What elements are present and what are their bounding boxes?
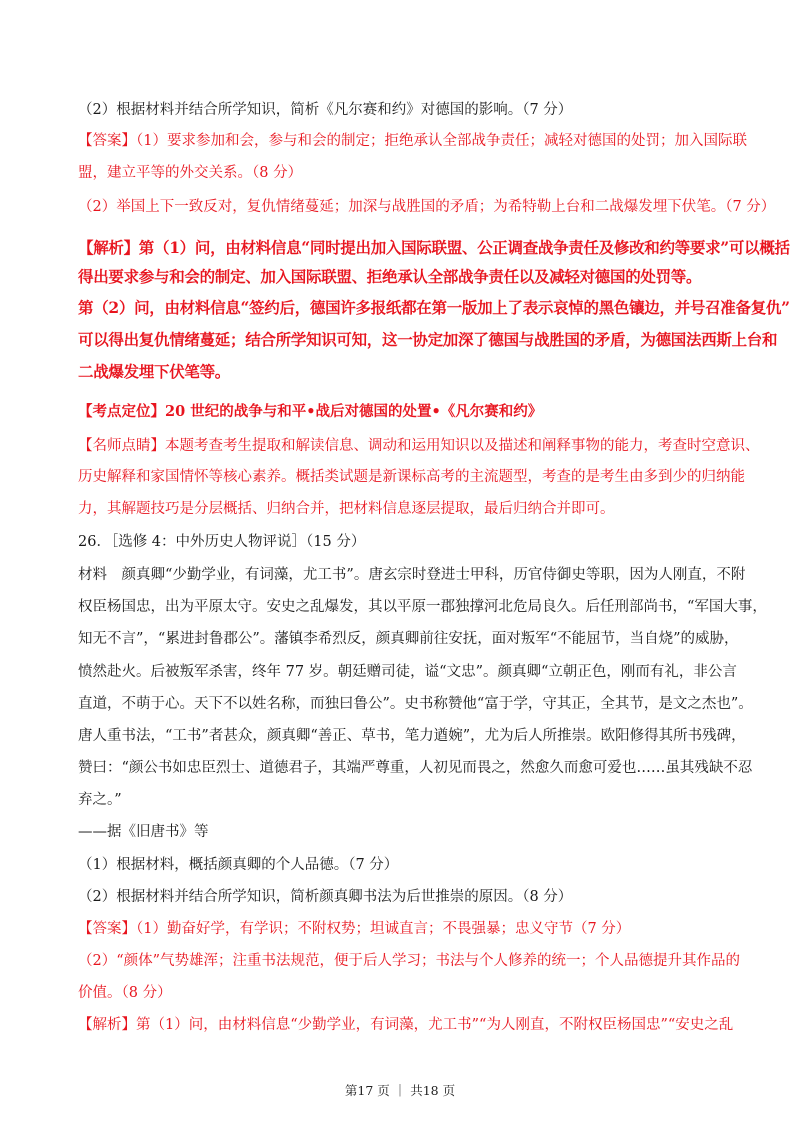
material-line: 愤然赴火。后被叛军杀害，终年 77 岁。朝廷赠司徒，谥“文忠”。颜真卿“立朝正色，刚而有礼，非公言 — [78, 664, 737, 680]
page-footer: 第17 页 ｜ 共18 页 — [344, 1083, 456, 1098]
analysis-line: 二战爆发埋下伏笔等。 — [78, 362, 231, 381]
question-2-prompt: （2）根据材料并结合所学知识，简析《凡尔赛和约》对德国的影响。（7 分） — [78, 102, 573, 118]
teacher-note-line: 力，其解题技巧是分层概括、归纳合并，把材料信息逐层提取，最后归纳合并即可。 — [78, 501, 615, 517]
teacher-note-line: 历史解释和家国情怀等核心素养。概括类试题是新课标高考的主流题型，考查的是考生由多到少的归纳能 — [78, 469, 745, 485]
analysis-line: 【解析】第（1）问，由材料信息“同时提出加入国际联盟、公正调查战争责任及修改和约等要求”可以概括 — [78, 238, 790, 257]
analysis-line: 【解析】第（1）问，由材料信息“少勤学业，有词藻，尤工书”“为人刚直，不附权臣杨国忠”“安史之乱 — [78, 1017, 734, 1033]
answer-line: （2）“颜体”气势雄浑；注重书法规范，便于后人学习；书法与个人修养的统一；个人品德提升其作品的 — [78, 953, 741, 969]
material-line: 赞曰：“颜公书如忠臣烈士、道德君子，其端严尊重，人初见而畏之，然愈久而愈可爱也……虽其残缺不忍 — [78, 760, 753, 776]
material-line: 弃之。” — [78, 792, 122, 808]
key-point-line: 【考点定位】20 世纪的战争与和平•战后对德国的处置•《凡尔赛和约》 — [78, 403, 543, 420]
answer-line: 【答案】（1）勤奋好学，有学识；不附权势；坦诚直言；不畏强暴；忠义守节（7 分） — [78, 921, 631, 937]
material-line: 知无不言”，“累进封鲁郡公”。藩镇李希烈反，颜真卿前往安抚，面对叛军“不能屈节，当自烧”的威胁， — [78, 631, 739, 647]
answer-line: 【答案】（1）要求参加和会，参与和会的制定；拒绝承认全部战争责任；减轻对德国的处罚；加入国际联 — [78, 133, 747, 149]
question-26-1: （1）根据材料，概括颜真卿的个人品德。（7 分） — [78, 857, 399, 873]
answer-line: 盟，建立平等的外交关系。（8 分） — [78, 165, 303, 181]
analysis-line: 得出要求参与和会的制定、加入国际联盟、拒绝承认全部战争责任以及减轻对德国的处罚等。 — [78, 267, 702, 286]
material-source: ——据《旧唐书》等 — [78, 824, 209, 840]
teacher-note-line: 【名师点睛】本题考查考生提取和解读信息、调动和运用知识以及描述和阐释事物的能力，考查时空意识、 — [78, 438, 760, 454]
material-line: 权臣杨国忠，出为平原太守。安史之乱爆发，其以平原一郡独撑河北危局良久。后任刑部尚书，“军国大事， — [78, 599, 767, 615]
question-26-2: （2）根据材料并结合所学知识，简析颜真卿书法为后世推崇的原因。（8 分） — [78, 889, 573, 905]
analysis-line: 第（2）问，由材料信息“签约后，德国许多报纸都在第一版加上了表示哀悼的黑色镶边，并号召准备复仇” — [78, 298, 790, 317]
material-line: 唐人重书法，“工书”者甚众，颜真卿“善正、草书，笔力遒婉”，尤为后人所推崇。欧阳修得其所书残碑， — [78, 728, 746, 744]
analysis-line: 可以得出复仇情绪蔓延；结合所学知识可知，这一协定加深了德国与战胜国的矛盾，为德国法西斯上台和 — [78, 330, 778, 349]
question-26-heading: 26．［选修 4：中外历史人物评说］（15 分） — [78, 534, 366, 550]
answer-line: 价值。（8 分） — [78, 985, 172, 1001]
material-line: 直道，不萌于心。天下不以姓名称，而独曰鲁公”。史书称赞他“富于学，守其正，全其节，是文之杰也”。 — [78, 696, 753, 712]
answer-line: （2）举国上下一致反对，复仇情绪蔓延；加深与战胜国的矛盾；为希特勒上台和二战爆发埋下伏笔。（7 分） — [78, 199, 776, 215]
material-line: 材料 颜真卿“少勤学业，有词藻，尤工书”。唐玄宗时登进士甲科，历官侍御史等职，因为人刚直，不附 — [78, 567, 746, 583]
